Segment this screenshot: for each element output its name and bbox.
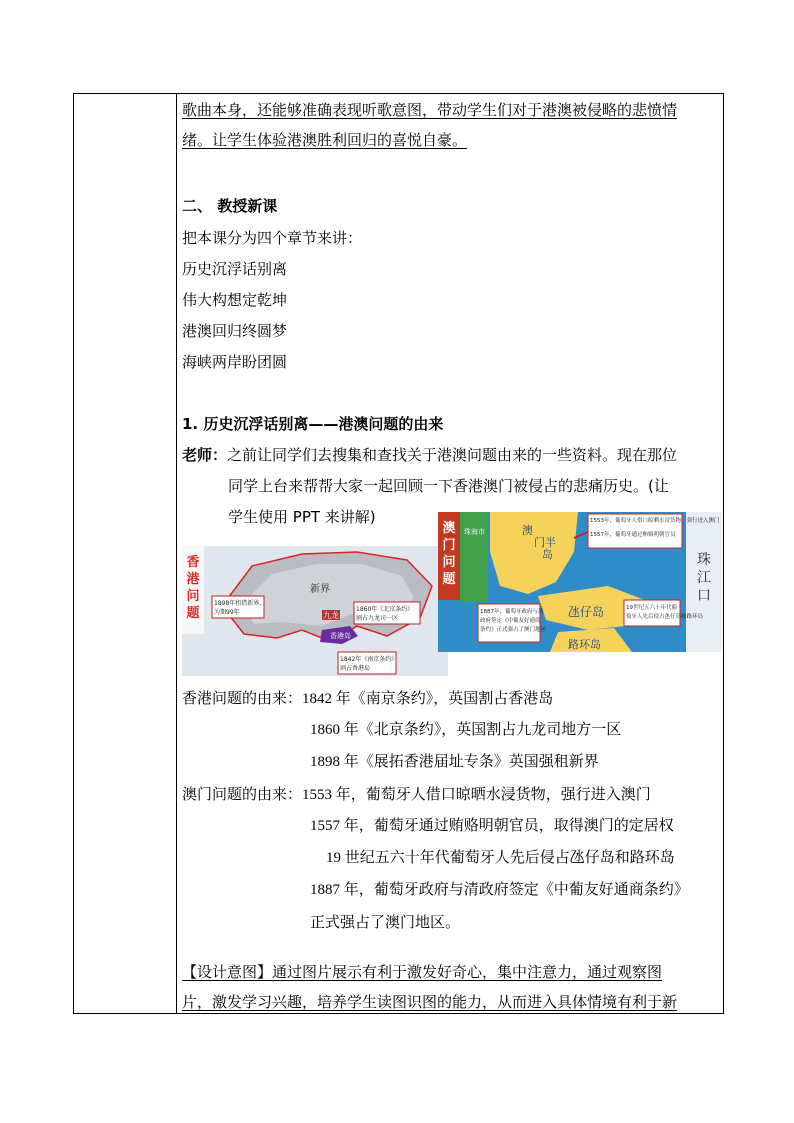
macau-origin-label: 澳门问题的由来： [182, 785, 303, 803]
hk-side-title-4: 题 [186, 606, 200, 621]
mo-side-title-4: 题 [442, 572, 456, 587]
mo-peninsula-label-3: 岛 [542, 548, 553, 561]
mo-peninsula-label-1: 澳 [522, 524, 533, 537]
teacher-line-2: 同学上台来帮帮大家一起回顾一下香港澳门被侵占的悲痛历史。(让 [228, 477, 669, 495]
intro-line-1: 歌曲本身，还能够准确表现听歌意图，带动学生们对于港澳被侵略的悲愤情 [182, 101, 678, 119]
mo-side-title-2: 门 [442, 538, 456, 553]
hk-note-1860-b: 割占九龙司一区 [356, 615, 399, 622]
hong-kong-map-image [182, 546, 448, 676]
design-line-1 [182, 962, 662, 982]
mo-note-1553: 1553年，葡萄牙人借口晾晒水浸货物，强行进入澳门 [590, 518, 720, 524]
chapters-intro: 把本课分为四个章节来讲： [182, 229, 363, 247]
mo-peninsula-label-2: 门半 [534, 536, 556, 549]
hk-note-1842-b: 割占香港岛 [340, 665, 371, 672]
hk-note-1860-a: 1860年《北京条约》 [356, 606, 414, 613]
chapter-item: 历史沉浮话别离 [182, 260, 288, 278]
hk-side-title-1: 香 [186, 555, 200, 570]
macau-origin-item: 19 世纪五六十年代葡萄牙人先后侵占氹仔岛和路环岛 [326, 850, 675, 866]
hk-origin-item: 1898 年《展拓香港届址专条》英国强租新界 [310, 754, 599, 770]
mo-zhujiang-label-2: 江 [697, 570, 711, 586]
macau-map-image [438, 512, 722, 652]
chapter-item: 海峡两岸盼团圆 [182, 353, 288, 371]
hk-note-1898-b: 为期99年 [214, 609, 240, 616]
mo-note-1887-b: 政府签定《中葡友好通商 [480, 618, 541, 624]
hk-origin-row-1 [182, 688, 553, 709]
teacher-text: 之前让同学们去搜集和查找关于港澳问题由来的一些资料。现在那位 [227, 446, 678, 464]
macau-origin-item: 1887 年，葡萄牙政府与清政府签定《中葡友好通商条约》 [310, 882, 689, 898]
mo-side-title-1: 澳 [442, 521, 456, 536]
mo-zhuhai-label: 珠海市 [464, 528, 485, 536]
mo-note-1887-c: 条约》正式强占了澳门地区 [480, 627, 547, 633]
teacher-label: 老师： [182, 446, 228, 464]
intro-line-2: 绪。让学生体验港澳胜利回归的喜悦自豪。 [182, 131, 468, 149]
hk-origin-item: 1842 年《南京条约》，英国割占香港岛 [302, 691, 554, 707]
design-tag: 【设计意图】 [182, 963, 273, 981]
macau-origin-row-1 [182, 784, 651, 805]
hk-note-1898-a: 1898年租借新界, [214, 600, 262, 607]
column-divider [176, 93, 177, 1014]
mo-note-19c-b: 萄牙人先后侵占氹仔岛和路环岛 [626, 614, 704, 620]
mo-note-1557: 1557年，葡萄牙通过贿赂明朝官员 [590, 532, 676, 538]
macau-map [438, 512, 722, 652]
mo-taipa-label: 氹仔岛 [568, 605, 605, 619]
section-2-title: 二、 教授新课 [182, 197, 278, 215]
design-line-2: 片，激发学习兴趣，培养学生读图识图的能力，从而进入具体情境有利于新 [182, 993, 678, 1011]
macau-origin-item: 1557 年，葡萄牙通过贿赂明朝官员，取得澳门的定居权 [310, 818, 674, 834]
mo-note-19c-a: 19世纪五六十年代葡 [626, 605, 677, 611]
hk-origin-label: 香港问题的由来： [182, 689, 303, 707]
hk-island-label: 香港岛 [330, 632, 351, 640]
macau-origin-item: 正式强占了澳门地区。 [310, 913, 461, 931]
mo-note-1887-a: 1887年，葡萄牙政府与清 [480, 609, 544, 615]
chapter-item: 港澳回归终圆梦 [182, 322, 288, 340]
hk-jiulong-label: 九龙 [323, 611, 339, 620]
hk-note-1842-a: 1842年《南京条约》 [340, 656, 398, 663]
macau-origin-item: 1553 年，葡萄牙人借口晾晒水浸货物，强行进入澳门 [302, 787, 651, 803]
mo-zhujiang-label-3: 口 [697, 588, 711, 604]
hk-side-title-2: 港 [186, 572, 200, 587]
teacher-line-1 [182, 445, 677, 465]
hong-kong-map [182, 546, 448, 676]
mo-coloane-label: 路环岛 [568, 638, 601, 651]
design-text: 通过图片展示有利于激发好奇心，集中注意力，通过观察图 [272, 963, 663, 981]
hk-side-title-3: 问 [186, 589, 200, 604]
hk-origin-item: 1860 年《北京条约》，英国割占九龙司地方一区 [310, 722, 622, 738]
chapter-item: 伟大构想定乾坤 [182, 291, 288, 309]
mo-zhujiang-label-1: 珠 [697, 552, 711, 568]
teacher-line-3: 学生使用 PPT 来讲解) [228, 508, 376, 526]
section-1-title: 1. 历史沉浮话别离——港澳问题的由来 [182, 415, 444, 433]
hk-xinjie-label: 新界 [310, 584, 330, 595]
mo-side-title-3: 问 [442, 555, 456, 570]
